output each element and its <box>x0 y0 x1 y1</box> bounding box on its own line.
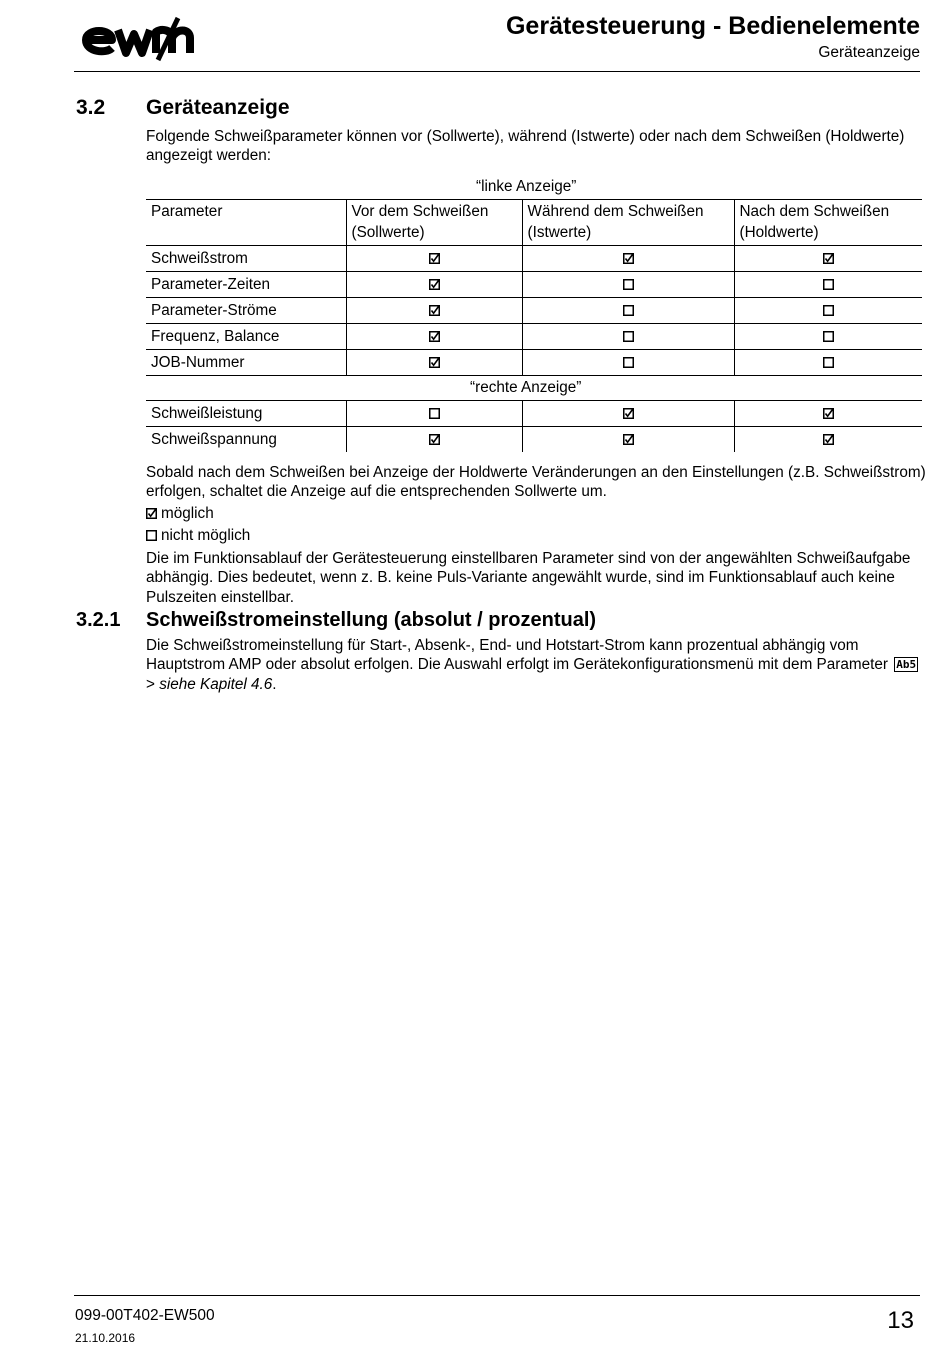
subsection-number: 3.2.1 <box>76 609 121 631</box>
legend-possible: möglich <box>146 504 926 523</box>
row-parameter-label: Parameter-Zeiten <box>146 272 346 298</box>
table-row <box>146 427 922 453</box>
empty-box-icon <box>623 331 634 342</box>
empty-box-icon <box>823 279 834 290</box>
row-cell-after <box>734 350 922 376</box>
table-header-row <box>146 200 922 246</box>
row-parameter-label: Schweißstrom <box>146 246 346 272</box>
subsection-title: Schweißstromeinstellung (absolut / prozentual) <box>146 609 597 631</box>
empty-box-icon <box>823 305 834 316</box>
hold-values-note: Sobald nach dem Schweißen bei Anzeige der Holdwerte Veränderungen an den Einstellungen (z.B. Schweißstrom) erfolgen, schaltet die Anzeige auf die entsprechenden Sollwerte um. <box>146 464 926 501</box>
row-cell-during <box>522 324 734 350</box>
empty-box-icon <box>429 408 440 419</box>
table-row <box>146 246 922 272</box>
checked-box-icon <box>623 434 634 445</box>
col-header-during: Während dem Schweißen (Istwerte) <box>522 200 734 246</box>
parameter-display-table <box>146 175 922 452</box>
subsection-text: Die Schweißstromeinstellung für Start-, Absenk-, End- und Hotstart-Strom kann prozentual abhängig vom Hauptstrom AMP oder absolut erfolgen. Die Auswahl erfolgt im Gerätekonfigurationsmenü mit dem Parameter Ab5 > siehe Kapitel 4.6. <box>146 637 917 693</box>
checked-box-icon <box>429 357 440 368</box>
section-number: 3.2 <box>76 96 106 119</box>
right-display-caption: “rechte Anzeige” <box>346 376 922 401</box>
row-cell-after <box>734 401 922 427</box>
table-row <box>146 350 922 376</box>
chapter-reference-link[interactable]: siehe Kapitel 4.6 <box>159 675 273 693</box>
table-row <box>146 298 922 324</box>
col-header-before: Vor dem Schweißen (Sollwerte) <box>346 200 522 246</box>
empty-box-icon <box>623 305 634 316</box>
checked-box-icon <box>623 253 634 264</box>
row-cell-after <box>734 272 922 298</box>
checked-box-icon <box>429 331 440 342</box>
parameter-code-display: Ab5 <box>896 658 917 672</box>
checked-box-icon <box>623 408 634 419</box>
empty-box-icon <box>623 357 634 368</box>
col-header-parameter: Parameter <box>146 200 346 246</box>
row-cell-before <box>346 324 522 350</box>
checked-box-icon <box>146 508 157 519</box>
row-cell-before <box>346 401 522 427</box>
row-cell-during <box>522 298 734 324</box>
section-intro: Folgende Schweißparameter können vor (Sollwerte), während (Istwerte) oder nach dem Schweißen (Holdwerte) angezeigt werden: <box>146 128 905 165</box>
row-parameter-label: JOB-Nummer <box>146 350 346 376</box>
row-cell-during <box>522 350 734 376</box>
checked-box-icon <box>429 253 440 264</box>
row-cell-during <box>522 427 734 453</box>
row-cell-before <box>346 350 522 376</box>
row-parameter-label: Schweißspannung <box>146 427 346 453</box>
document-date: 21.10.2016 <box>75 1331 136 1345</box>
header-rule <box>74 71 920 72</box>
header-title: Gerätesteuerung - Bedienelemente <box>505 12 920 40</box>
row-cell-before <box>346 298 522 324</box>
table-row <box>146 401 922 427</box>
checked-box-icon <box>823 408 834 419</box>
empty-box-icon <box>823 331 834 342</box>
row-cell-after <box>734 427 922 453</box>
row-cell-during <box>522 246 734 272</box>
row-parameter-label: Parameter-Ströme <box>146 298 346 324</box>
row-cell-after <box>734 324 922 350</box>
row-cell-before <box>346 427 522 453</box>
section-title: Geräteanzeige <box>146 96 290 119</box>
left-display-caption: “linke Anzeige” <box>476 178 577 195</box>
footer-rule <box>74 1295 920 1296</box>
page-number: 13 <box>887 1307 914 1334</box>
row-cell-after <box>734 298 922 324</box>
document-number: 099-00T402-EW500 <box>75 1307 215 1324</box>
row-cell-after <box>734 246 922 272</box>
dependency-note: Die im Funktionsablauf der Gerätesteuerung einstellbaren Parameter sind von der angewählten Schweißaufgabe abhängig. Dies bedeutet, wenn z. B. keine Puls-Variante angewählt wurde, sind im Funktionsablauf auch keine Pulszeiten einstellbar. <box>146 550 911 606</box>
empty-box-icon <box>146 530 157 541</box>
checked-box-icon <box>823 434 834 445</box>
col-header-after: Nach dem Schweißen (Holdwerte) <box>734 200 922 246</box>
ewm-logo <box>82 16 212 62</box>
row-cell-during <box>522 272 734 298</box>
empty-box-icon <box>623 279 634 290</box>
table-row <box>146 272 922 298</box>
row-cell-during <box>522 401 734 427</box>
empty-box-icon <box>823 357 834 368</box>
header-subtitle: Geräteanzeige <box>818 44 920 61</box>
checked-box-icon <box>429 305 440 316</box>
row-cell-before <box>346 246 522 272</box>
row-cell-before <box>346 272 522 298</box>
checked-box-icon <box>429 434 440 445</box>
legend-not-possible: nicht möglich <box>146 526 926 545</box>
row-parameter-label: Frequenz, Balance <box>146 324 346 350</box>
table-row <box>146 324 922 350</box>
checked-box-icon <box>429 279 440 290</box>
checked-box-icon <box>823 253 834 264</box>
row-parameter-label: Schweißleistung <box>146 401 346 427</box>
